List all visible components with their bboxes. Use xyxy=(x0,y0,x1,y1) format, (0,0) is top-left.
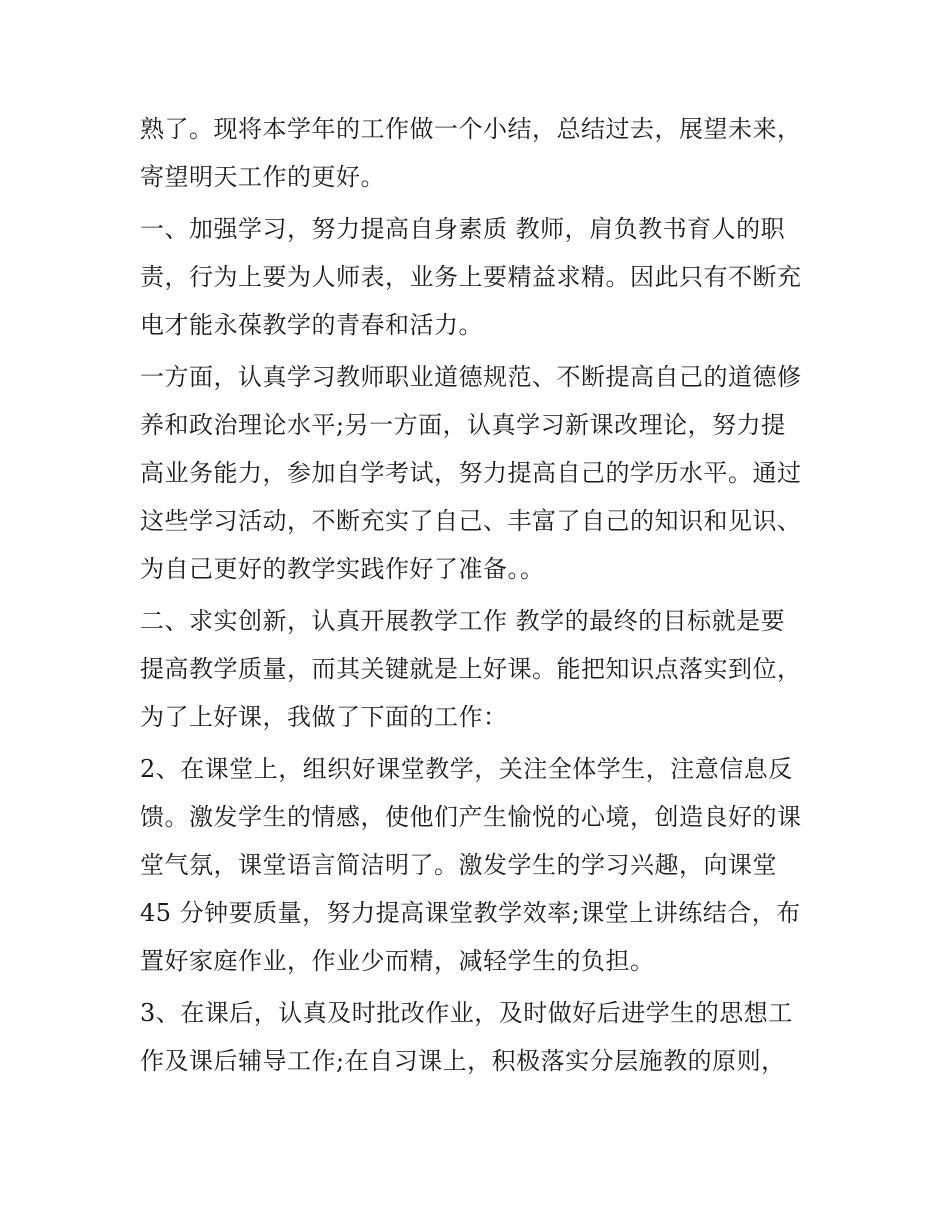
text-line-18: 置好家庭作业，作业少而精，减轻学生的负担。 xyxy=(140,947,655,975)
text-line-11: 二、求实创新，认真开展教学工作 教学的最终的目标就是要 xyxy=(140,607,786,635)
text-line-20: 作及课后辅导工作;在自习课上，积极落实分层施教的原则， xyxy=(140,1047,786,1075)
text-line-12: 提高教学质量，而其关键就是上好课。能把知识点落实到位， xyxy=(140,655,802,683)
text-line-9: 这些学习活动，不断充实了自己、丰富了自己的知识和见识、 xyxy=(140,507,802,535)
text-line-1: 熟了。现将本学年的工作做一个小结，总结过去，展望未来， xyxy=(140,115,802,143)
text-line-15: 馈。激发学生的情感，使他们产生愉悦的心境，创造良好的课 xyxy=(140,803,802,831)
text-line-14: 2、在课堂上，组织好课堂教学，关注全体学生，注意信息反 xyxy=(140,755,793,783)
text-line-7: 养和政治理论水平;另一方面，认真学习新课改理论，努力提 xyxy=(140,411,786,439)
text-line-2: 寄望明天工作的更好。 xyxy=(140,163,385,191)
text-line-13: 为了上好课，我做了下面的工作： xyxy=(140,703,508,731)
text-line-4: 责，行为上要为人师表，业务上要精益求精。因此只有不断充 xyxy=(140,263,802,291)
document-text-body xyxy=(140,105,830,1085)
text-line-16: 堂气氛，课堂语言简洁明了。激发学生的学习兴趣，向课堂 xyxy=(140,851,777,879)
text-line-5: 电才能永葆教学的青春和活力。 xyxy=(140,311,483,339)
text-line-6: 一方面，认真学习教师职业道德规范、不断提高自己的道德修 xyxy=(140,363,802,391)
text-line-19: 3、在课后，认真及时批改作业，及时做好后进学生的思想工 xyxy=(140,999,793,1027)
text-line-10: 为自己更好的教学实践作好了准备。。 xyxy=(140,555,545,583)
text-line-8: 高业务能力，参加自学考试，努力提高自己的学历水平。通过 xyxy=(140,459,802,487)
text-line-17: 45 分钟要质量，努力提高课堂教学效率;课堂上讲练结合，布 xyxy=(140,899,801,927)
text-line-3: 一、加强学习，努力提高自身素质 教师，肩负教书育人的职 xyxy=(140,215,786,243)
